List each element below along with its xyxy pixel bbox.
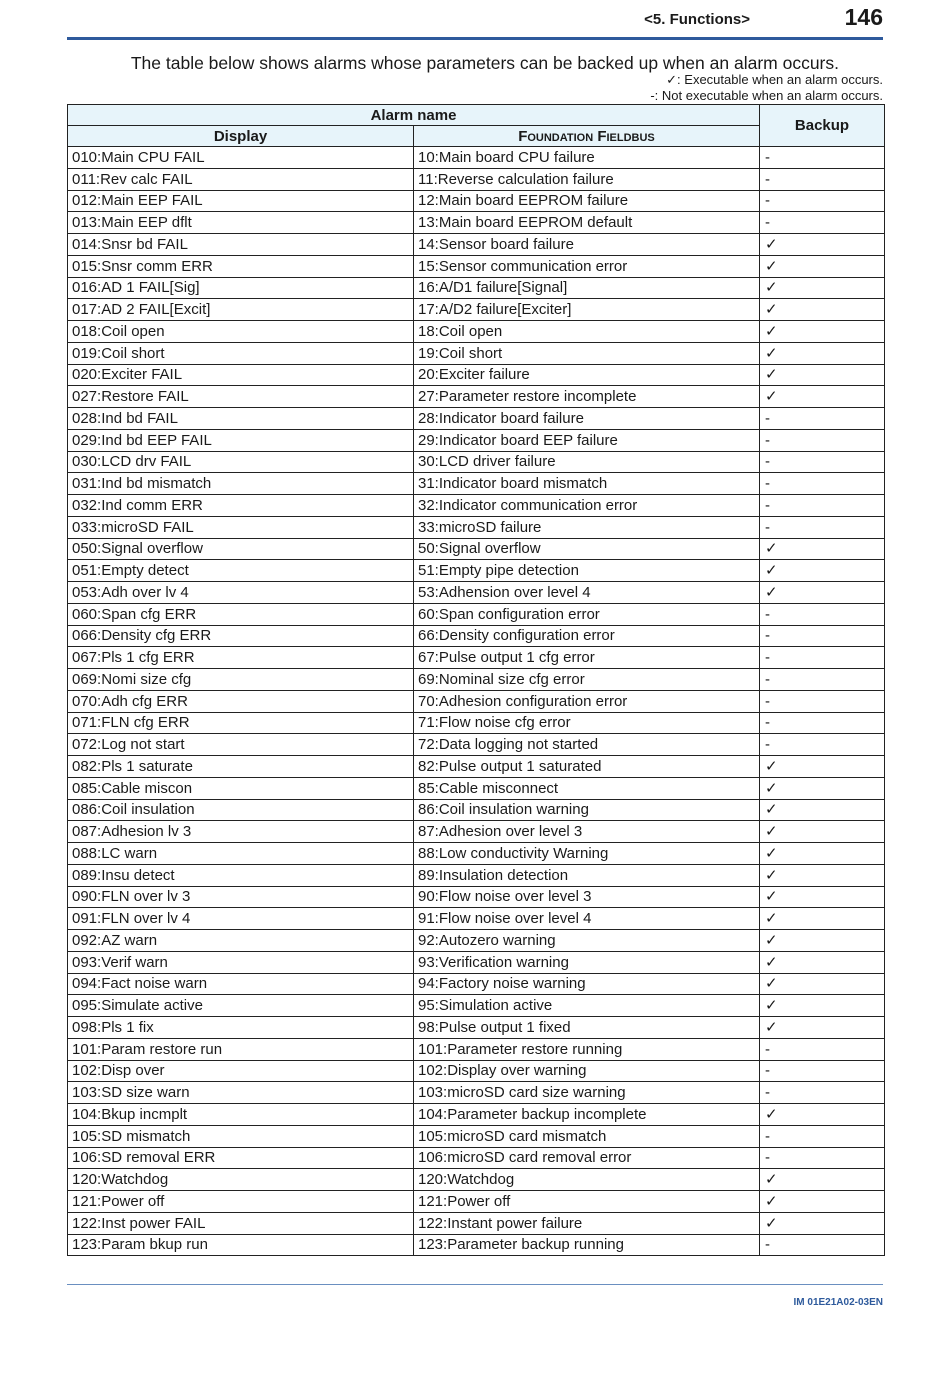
table-row (68, 734, 885, 756)
backup-cell: ✓ (760, 821, 885, 843)
table-row (68, 1147, 885, 1169)
backup-cell: ✓ (760, 255, 885, 277)
fieldbus-cell: 13:Main board EEPROM default (414, 212, 760, 234)
fieldbus-cell: 72:Data logging not started (414, 734, 760, 756)
table-row (68, 951, 885, 973)
fieldbus-cell: 10:Main board CPU failure (414, 147, 760, 169)
fieldbus-cell: 32:Indicator communication error (414, 495, 760, 517)
display-cell: 087:Adhesion lv 3 (68, 821, 414, 843)
table-row (68, 451, 885, 473)
table-row (68, 1082, 885, 1104)
display-cell: 011:Rev calc FAIL (68, 168, 414, 190)
display-cell: 103:SD size warn (68, 1082, 414, 1104)
section-title: <5. Functions> (644, 11, 750, 28)
display-cell: 122:Inst power FAIL (68, 1212, 414, 1234)
page-header (67, 0, 883, 40)
fieldbus-cell: 11:Reverse calculation failure (414, 168, 760, 190)
display-cell: 014:Snsr bd FAIL (68, 234, 414, 256)
table-row (68, 212, 885, 234)
table-row (68, 299, 885, 321)
fieldbus-cell: 86:Coil insulation warning (414, 799, 760, 821)
backup-cell: - (760, 451, 885, 473)
table-row (68, 647, 885, 669)
table-row (68, 995, 885, 1017)
foundation-fieldbus-header: Foundation Fieldbus (414, 126, 760, 147)
display-cell: 085:Cable miscon (68, 777, 414, 799)
fieldbus-cell: 106:microSD card removal error (414, 1147, 760, 1169)
display-cell: 069:Nomi size cfg (68, 669, 414, 691)
backup-cell: ✓ (760, 1191, 885, 1213)
table-row (68, 473, 885, 495)
table-row (68, 712, 885, 734)
display-cell: 101:Param restore run (68, 1038, 414, 1060)
table-row (68, 669, 885, 691)
table-row (68, 1191, 885, 1213)
fieldbus-cell: 120:Watchdog (414, 1169, 760, 1191)
fieldbus-cell: 121:Power off (414, 1191, 760, 1213)
backup-cell: ✓ (760, 973, 885, 995)
backup-cell: - (760, 473, 885, 495)
fieldbus-cell: 15:Sensor communication error (414, 255, 760, 277)
backup-cell: ✓ (760, 299, 885, 321)
fieldbus-cell: 67:Pulse output 1 cfg error (414, 647, 760, 669)
display-cell: 018:Coil open (68, 321, 414, 343)
table-row (68, 321, 885, 343)
backup-cell: - (760, 712, 885, 734)
table-row (68, 821, 885, 843)
fieldbus-cell: 60:Span configuration error (414, 603, 760, 625)
backup-cell: ✓ (760, 1017, 885, 1039)
backup-cell: ✓ (760, 321, 885, 343)
backup-cell: ✓ (760, 843, 885, 865)
fieldbus-cell: 20:Exciter failure (414, 364, 760, 386)
table-row (68, 973, 885, 995)
alarm-backup-table (67, 104, 885, 1256)
fieldbus-cell: 102:Display over warning (414, 1060, 760, 1082)
display-cell: 086:Coil insulation (68, 799, 414, 821)
backup-cell: - (760, 168, 885, 190)
backup-cell: - (760, 516, 885, 538)
backup-cell: ✓ (760, 930, 885, 952)
backup-cell: - (760, 647, 885, 669)
backup-cell: ✓ (760, 1212, 885, 1234)
table-row (68, 560, 885, 582)
fieldbus-cell: 87:Adhesion over level 3 (414, 821, 760, 843)
table-row (68, 1169, 885, 1191)
table-row (68, 843, 885, 865)
backup-cell: - (760, 408, 885, 430)
display-cell: 088:LC warn (68, 843, 414, 865)
table-row (68, 234, 885, 256)
display-cell: 016:AD 1 FAIL[Sig] (68, 277, 414, 299)
display-cell: 104:Bkup incmplt (68, 1104, 414, 1126)
display-cell: 010:Main CPU FAIL (68, 147, 414, 169)
fieldbus-cell: 53:Adhension over level 4 (414, 582, 760, 604)
fieldbus-cell: 93:Verification warning (414, 951, 760, 973)
table-row (68, 1017, 885, 1039)
table-row (68, 603, 885, 625)
fieldbus-cell: 89:Insulation detection (414, 864, 760, 886)
display-cell: 012:Main EEP FAIL (68, 190, 414, 212)
fieldbus-cell: 19:Coil short (414, 342, 760, 364)
fieldbus-cell: 85:Cable misconnect (414, 777, 760, 799)
fieldbus-cell: 88:Low conductivity Warning (414, 843, 760, 865)
display-cell: 095:Simulate active (68, 995, 414, 1017)
backup-cell: ✓ (760, 864, 885, 886)
backup-cell: ✓ (760, 538, 885, 560)
table-row (68, 255, 885, 277)
table-row (68, 1212, 885, 1234)
fieldbus-cell: 17:A/D2 failure[Exciter] (414, 299, 760, 321)
display-cell: 017:AD 2 FAIL[Excit] (68, 299, 414, 321)
fieldbus-cell: 69:Nominal size cfg error (414, 669, 760, 691)
display-cell: 053:Adh over lv 4 (68, 582, 414, 604)
backup-cell: - (760, 429, 885, 451)
backup-cell: ✓ (760, 582, 885, 604)
display-cell: 105:SD mismatch (68, 1125, 414, 1147)
display-cell: 027:Restore FAIL (68, 386, 414, 408)
fieldbus-cell: 91:Flow noise over level 4 (414, 908, 760, 930)
backup-cell: ✓ (760, 995, 885, 1017)
backup-cell: ✓ (760, 886, 885, 908)
display-cell: 020:Exciter FAIL (68, 364, 414, 386)
table-row (68, 930, 885, 952)
intro-text: The table below shows alarms whose parameters can be backed up when an alarm occurs. (130, 53, 839, 73)
table-row (68, 864, 885, 886)
table-row (68, 777, 885, 799)
fieldbus-cell: 103:microSD card size warning (414, 1082, 760, 1104)
fieldbus-cell: 82:Pulse output 1 saturated (414, 756, 760, 778)
fieldbus-cell: 90:Flow noise over level 3 (414, 886, 760, 908)
fieldbus-cell: 92:Autozero warning (414, 930, 760, 952)
fieldbus-cell: 29:Indicator board EEP failure (414, 429, 760, 451)
fieldbus-cell: 30:LCD driver failure (414, 451, 760, 473)
backup-cell: - (760, 147, 885, 169)
fieldbus-cell: 28:Indicator board failure (414, 408, 760, 430)
backup-cell: ✓ (760, 234, 885, 256)
table-row (68, 886, 885, 908)
fieldbus-cell: 104:Parameter backup incomplete (414, 1104, 760, 1126)
backup-cell: ✓ (760, 386, 885, 408)
page-number: 146 (844, 4, 883, 30)
display-cell: 120:Watchdog (68, 1169, 414, 1191)
table-row (68, 625, 885, 647)
fieldbus-cell: 16:A/D1 failure[Signal] (414, 277, 760, 299)
display-cell: 019:Coil short (68, 342, 414, 364)
display-cell: 067:Pls 1 cfg ERR (68, 647, 414, 669)
display-header: Display (68, 126, 414, 147)
display-cell: 082:Pls 1 saturate (68, 756, 414, 778)
backup-cell: ✓ (760, 342, 885, 364)
display-cell: 093:Verif warn (68, 951, 414, 973)
backup-cell: - (760, 1234, 885, 1256)
table-row (68, 429, 885, 451)
fieldbus-cell: 14:Sensor board failure (414, 234, 760, 256)
table-row (68, 1038, 885, 1060)
table-row (68, 386, 885, 408)
table-row (68, 364, 885, 386)
fieldbus-cell: 27:Parameter restore incomplete (414, 386, 760, 408)
backup-cell: - (760, 625, 885, 647)
display-cell: 031:Ind bd mismatch (68, 473, 414, 495)
fieldbus-cell: 94:Factory noise warning (414, 973, 760, 995)
table-row (68, 1104, 885, 1126)
display-cell: 033:microSD FAIL (68, 516, 414, 538)
backup-cell: - (760, 734, 885, 756)
backup-cell: ✓ (760, 908, 885, 930)
backup-cell: - (760, 1147, 885, 1169)
display-cell: 013:Main EEP dflt (68, 212, 414, 234)
fieldbus-cell: 51:Empty pipe detection (414, 560, 760, 582)
display-cell: 092:AZ warn (68, 930, 414, 952)
table-row (68, 1060, 885, 1082)
fieldbus-cell: 105:microSD card mismatch (414, 1125, 760, 1147)
backup-cell: - (760, 1082, 885, 1104)
backup-cell: ✓ (760, 1169, 885, 1191)
display-cell: 106:SD removal ERR (68, 1147, 414, 1169)
fieldbus-cell: 33:microSD failure (414, 516, 760, 538)
display-cell: 028:Ind bd FAIL (68, 408, 414, 430)
backup-cell: - (760, 212, 885, 234)
backup-cell: - (760, 603, 885, 625)
backup-cell: ✓ (760, 560, 885, 582)
backup-cell: - (760, 495, 885, 517)
fieldbus-cell: 123:Parameter backup running (414, 1234, 760, 1256)
display-cell: 032:Ind comm ERR (68, 495, 414, 517)
table-row (68, 690, 885, 712)
table-row (68, 190, 885, 212)
fieldbus-cell: 50:Signal overflow (414, 538, 760, 560)
display-cell: 102:Disp over (68, 1060, 414, 1082)
display-cell: 060:Span cfg ERR (68, 603, 414, 625)
display-cell: 029:Ind bd EEP FAIL (68, 429, 414, 451)
fieldbus-cell: 12:Main board EEPROM failure (414, 190, 760, 212)
legend-check: ✓: Executable when an alarm occurs. (666, 72, 883, 87)
display-cell: 015:Snsr comm ERR (68, 255, 414, 277)
backup-cell: - (760, 669, 885, 691)
table-row (68, 908, 885, 930)
display-cell: 030:LCD drv FAIL (68, 451, 414, 473)
display-cell: 051:Empty detect (68, 560, 414, 582)
fieldbus-cell: 98:Pulse output 1 fixed (414, 1017, 760, 1039)
backup-cell: ✓ (760, 777, 885, 799)
table-row (68, 538, 885, 560)
table-row (68, 799, 885, 821)
table-row (68, 1125, 885, 1147)
display-cell: 072:Log not start (68, 734, 414, 756)
table-row (68, 516, 885, 538)
header-divider (67, 37, 883, 40)
fieldbus-cell: 101:Parameter restore running (414, 1038, 760, 1060)
fieldbus-cell: 18:Coil open (414, 321, 760, 343)
display-cell: 121:Power off (68, 1191, 414, 1213)
backup-cell: - (760, 690, 885, 712)
display-cell: 070:Adh cfg ERR (68, 690, 414, 712)
backup-header: Backup (760, 105, 885, 147)
backup-cell: - (760, 1038, 885, 1060)
table-row (68, 582, 885, 604)
table-row (68, 277, 885, 299)
table-row (68, 408, 885, 430)
display-cell: 050:Signal overflow (68, 538, 414, 560)
display-cell: 066:Density cfg ERR (68, 625, 414, 647)
display-cell: 089:Insu detect (68, 864, 414, 886)
document-id: IM 01E21A02-03EN (793, 1297, 883, 1308)
display-cell: 098:Pls 1 fix (68, 1017, 414, 1039)
fieldbus-cell: 70:Adhesion configuration error (414, 690, 760, 712)
display-cell: 094:Fact noise warn (68, 973, 414, 995)
table-row (68, 1234, 885, 1256)
backup-cell: ✓ (760, 799, 885, 821)
fieldbus-cell: 66:Density configuration error (414, 625, 760, 647)
backup-cell: ✓ (760, 1104, 885, 1126)
fieldbus-cell: 31:Indicator board mismatch (414, 473, 760, 495)
backup-cell: - (760, 190, 885, 212)
legend-dash: -: Not executable when an alarm occurs. (650, 88, 883, 103)
backup-cell: - (760, 1060, 885, 1082)
fieldbus-cell: 71:Flow noise cfg error (414, 712, 760, 734)
table-row (68, 147, 885, 169)
backup-cell: ✓ (760, 277, 885, 299)
backup-cell: - (760, 1125, 885, 1147)
footer-divider (67, 1284, 883, 1285)
backup-cell: ✓ (760, 951, 885, 973)
backup-cell: ✓ (760, 756, 885, 778)
alarm-name-header: Alarm name (68, 105, 760, 126)
display-cell: 123:Param bkup run (68, 1234, 414, 1256)
table-row (68, 495, 885, 517)
fieldbus-cell: 95:Simulation active (414, 995, 760, 1017)
table-row (68, 756, 885, 778)
table-row (68, 342, 885, 364)
display-cell: 090:FLN over lv 3 (68, 886, 414, 908)
table-row (68, 168, 885, 190)
display-cell: 071:FLN cfg ERR (68, 712, 414, 734)
display-cell: 091:FLN over lv 4 (68, 908, 414, 930)
backup-cell: ✓ (760, 364, 885, 386)
fieldbus-cell: 122:Instant power failure (414, 1212, 760, 1234)
